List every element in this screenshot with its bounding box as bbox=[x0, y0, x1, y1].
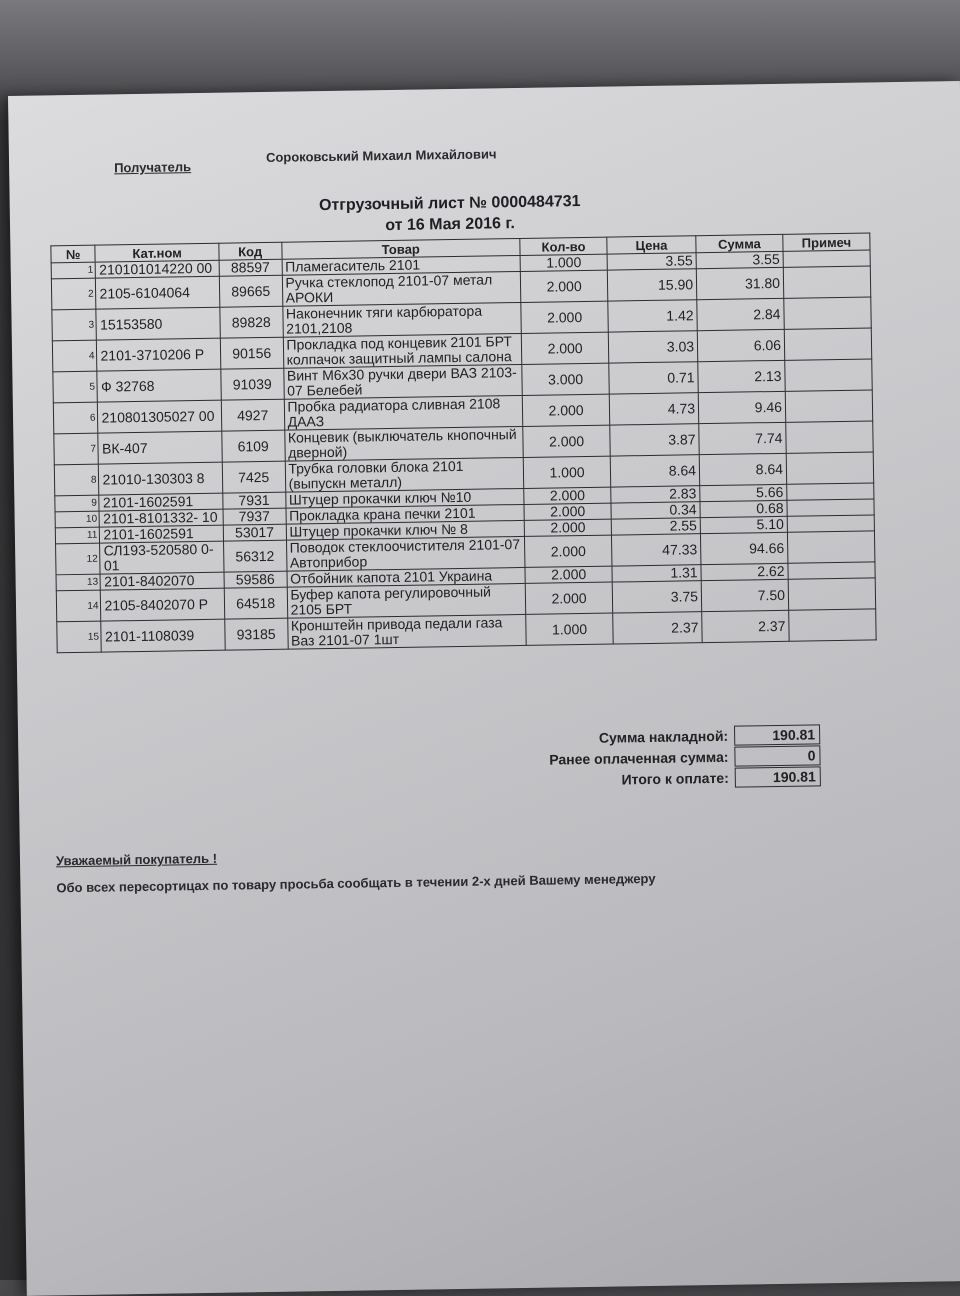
col-item: Товар bbox=[281, 238, 520, 259]
price: 0.34 bbox=[611, 502, 700, 519]
line-sum: 6.06 bbox=[697, 329, 784, 361]
item-code: 4927 bbox=[221, 399, 284, 431]
note bbox=[788, 578, 875, 610]
item-name: Поводок стеклоочистителя 2101-07 Автоприбор bbox=[286, 536, 525, 571]
quantity: 2.000 bbox=[521, 301, 608, 333]
note bbox=[787, 515, 874, 532]
col-number: № bbox=[51, 245, 96, 263]
catalog-number: 2101-1602591 bbox=[100, 525, 224, 543]
line-sum: 7.50 bbox=[701, 579, 788, 611]
item-name: Концевик (выключатель кнопочный дверной) bbox=[284, 426, 523, 461]
price: 4.73 bbox=[609, 393, 698, 425]
row-number: 6 bbox=[53, 402, 98, 434]
item-code: 91039 bbox=[221, 368, 284, 400]
row-number: 13 bbox=[56, 574, 101, 591]
document-title: Отгрузочный лист № 0000484731 bbox=[318, 193, 581, 215]
line-sum: 7.74 bbox=[699, 422, 786, 454]
line-sum: 2.37 bbox=[702, 610, 789, 642]
invoice-total-value: 190.81 bbox=[734, 724, 820, 745]
quantity: 2.000 bbox=[524, 503, 611, 520]
row-number: 5 bbox=[53, 371, 98, 403]
line-sum: 2.62 bbox=[701, 563, 788, 580]
item-name: Буфер капота регулировочный 2105 БРТ bbox=[287, 583, 526, 618]
table-body bbox=[51, 250, 876, 653]
line-sum: 2.13 bbox=[698, 360, 785, 392]
row-number: 3 bbox=[52, 309, 97, 341]
catalog-number: 2101-1108039 bbox=[101, 619, 225, 652]
price: 1.31 bbox=[612, 565, 701, 582]
note bbox=[785, 390, 872, 422]
note bbox=[786, 421, 873, 453]
catalog-number: 2101-8101332- 10 bbox=[100, 509, 224, 527]
item-code: 56312 bbox=[223, 540, 286, 572]
price: 8.64 bbox=[610, 455, 699, 487]
item-name: Прокладка крана печки 2101 bbox=[286, 504, 525, 524]
item-name: Пламегаситель 2101 bbox=[282, 255, 521, 275]
line-sum: 9.46 bbox=[698, 391, 785, 423]
price: 2.83 bbox=[611, 486, 700, 503]
row-number: 14 bbox=[56, 590, 101, 622]
row-number: 11 bbox=[55, 527, 100, 544]
quantity: 2.000 bbox=[524, 487, 611, 504]
quantity: 2.000 bbox=[522, 394, 609, 426]
note bbox=[787, 499, 874, 516]
price: 2.37 bbox=[613, 612, 702, 644]
catalog-number: Ф 32768 bbox=[97, 369, 221, 402]
item-code: 89665 bbox=[219, 275, 282, 307]
catalog-number: 2101-8402070 bbox=[101, 572, 225, 590]
line-sum: 3.55 bbox=[696, 251, 783, 268]
item-name: Отбойник капота 2101 Украина bbox=[287, 567, 526, 587]
line-sum: 5.10 bbox=[700, 516, 787, 533]
catalog-number: ВК-407 bbox=[98, 431, 222, 464]
quantity: 3.000 bbox=[522, 363, 609, 395]
customer-notice bbox=[56, 844, 656, 895]
quantity: 1.000 bbox=[520, 254, 607, 271]
col-qty: Кол-во bbox=[520, 237, 607, 255]
col-note: Примеч bbox=[783, 233, 870, 251]
row-number: 15 bbox=[57, 621, 102, 653]
line-sum: 2.84 bbox=[697, 298, 784, 330]
document-date: от 16 Мая 2016 г. bbox=[385, 215, 516, 235]
row-number: 1 bbox=[51, 262, 96, 279]
row-number: 2 bbox=[51, 278, 96, 310]
catalog-number: 15153580 bbox=[96, 307, 220, 340]
quantity: 2.000 bbox=[525, 535, 612, 567]
price: 3.03 bbox=[608, 331, 697, 363]
catalog-number: 210101014220 00 bbox=[96, 260, 220, 278]
quantity: 2.000 bbox=[521, 332, 608, 364]
catalog-number: 21010-130303 8 bbox=[99, 462, 223, 495]
item-code: 59586 bbox=[224, 571, 287, 588]
note bbox=[784, 297, 871, 329]
invoice-sheet bbox=[8, 81, 960, 1296]
item-name: Ручка стеклопод 2101-07 метал АРОКИ bbox=[282, 271, 521, 306]
row-number: 8 bbox=[54, 464, 99, 496]
note bbox=[783, 250, 870, 267]
item-name: Наконечник тяги карбюратора 2101,2108 bbox=[282, 302, 521, 337]
price: 47.33 bbox=[612, 534, 701, 566]
item-name: Пробка радиатора сливная 2108 ДААЗ bbox=[284, 395, 523, 430]
note bbox=[789, 609, 876, 641]
quantity: 2.000 bbox=[525, 566, 612, 583]
item-code: 7931 bbox=[223, 492, 286, 509]
price: 0.71 bbox=[609, 362, 698, 394]
line-sum: 5.66 bbox=[700, 484, 787, 501]
due-label: Итого к оплате: bbox=[621, 769, 729, 787]
note bbox=[787, 531, 874, 563]
catalog-number: 2105-6104064 bbox=[96, 276, 220, 309]
item-code: 89828 bbox=[220, 306, 283, 338]
row-number: 4 bbox=[52, 340, 97, 372]
price: 3.55 bbox=[607, 253, 696, 270]
item-code: 90156 bbox=[220, 337, 283, 369]
row-number: 12 bbox=[56, 543, 101, 575]
line-sum: 31.80 bbox=[696, 267, 783, 299]
item-name: Штуцер прокачки ключ №10 bbox=[285, 488, 524, 508]
row-number: 9 bbox=[55, 495, 100, 512]
quantity: 2.000 bbox=[520, 270, 607, 302]
quantity: 2.000 bbox=[524, 519, 611, 536]
line-sum: 0.68 bbox=[700, 500, 787, 517]
catalog-number: 2105-8402070 Р bbox=[101, 588, 225, 621]
col-code: Код bbox=[219, 242, 282, 260]
col-sum: Сумма bbox=[696, 234, 783, 252]
catalog-number: СЛ193-520580 0-01 bbox=[100, 541, 224, 574]
items-table bbox=[50, 232, 876, 653]
row-number: 10 bbox=[55, 511, 100, 528]
notice-heading: Уважаемый покупатель ! bbox=[55, 850, 218, 869]
catalog-number: 2101-3710206 Р bbox=[97, 338, 221, 371]
due-value: 190.81 bbox=[735, 766, 821, 787]
item-name: Трубка головки блока 2101 (выпускн металл) bbox=[285, 457, 524, 492]
note bbox=[787, 483, 874, 500]
quantity: 1.000 bbox=[526, 613, 613, 645]
price: 3.87 bbox=[610, 424, 699, 456]
note bbox=[784, 328, 871, 360]
col-price: Цена bbox=[607, 236, 696, 254]
notice-text: Обо всех пересортицах по товару просьба сообщать в течении 2-х дней Вашему менеджеру bbox=[56, 870, 656, 896]
item-code: 7425 bbox=[222, 461, 285, 493]
paid-value: 0 bbox=[734, 745, 820, 766]
price: 2.55 bbox=[611, 518, 700, 535]
item-code: 64518 bbox=[224, 587, 287, 619]
item-name: Прокладка под концевик 2101 БРТ колпачок защитный лампы салона bbox=[283, 333, 522, 368]
line-sum: 8.64 bbox=[699, 453, 786, 485]
catalog-number: 210801305027 00 bbox=[98, 400, 222, 433]
row-number: 7 bbox=[54, 433, 99, 465]
quantity: 2.000 bbox=[523, 425, 610, 457]
note bbox=[783, 266, 870, 298]
item-name: Кронштейн привода педали газа Ваз 2101-07 1шт bbox=[287, 614, 526, 649]
item-name: Винт М6х30 ручки двери ВАЗ 2103-07 Белебей bbox=[283, 364, 522, 399]
col-catalog: Кат.ном bbox=[95, 243, 219, 262]
recipient-label: Получатель bbox=[114, 159, 192, 176]
note bbox=[785, 359, 872, 391]
item-name: Штуцер прокачки ключ № 8 bbox=[286, 520, 525, 540]
quantity: 2.000 bbox=[525, 582, 612, 614]
catalog-number: 2101-1602591 bbox=[99, 493, 223, 511]
quantity: 1.000 bbox=[523, 456, 610, 488]
recipient bbox=[114, 146, 497, 176]
item-code: 88597 bbox=[219, 259, 282, 276]
item-code: 6109 bbox=[222, 430, 285, 462]
price: 15.90 bbox=[607, 269, 696, 301]
item-code: 93185 bbox=[225, 618, 288, 650]
item-code: 53017 bbox=[223, 524, 286, 541]
item-code: 7937 bbox=[223, 508, 286, 525]
paid-label: Ранее оплаченная сумма: bbox=[549, 748, 729, 768]
note bbox=[786, 452, 873, 484]
totals bbox=[398, 723, 821, 793]
note bbox=[788, 562, 875, 579]
recipient-name: Сороковський Михаил Михайлович bbox=[265, 146, 497, 165]
price: 3.75 bbox=[612, 581, 701, 613]
price: 1.42 bbox=[608, 300, 697, 332]
invoice-total-label: Сумма накладной: bbox=[598, 727, 729, 746]
line-sum: 94.66 bbox=[701, 532, 788, 564]
